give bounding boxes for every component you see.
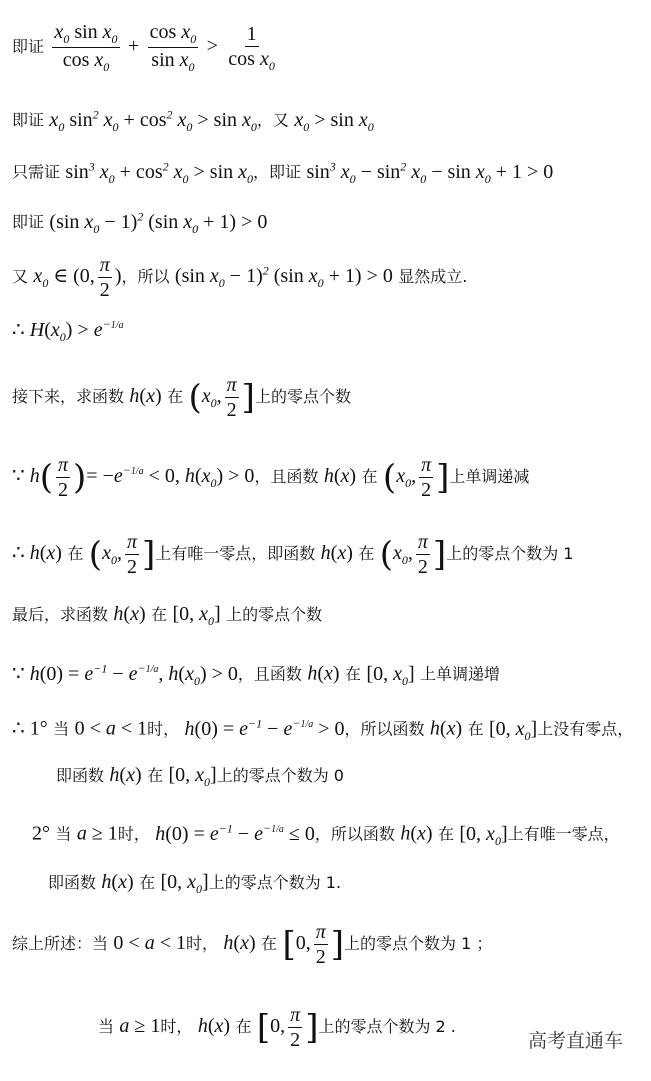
math-line-14: 2° 当 a ≥ 1时， $h(0) = e^{-1} - e^{-1/a} \le 0$，所以函数 h(x) 在 [0, $x_0$]上有唯一零点， <box>32 821 620 848</box>
math-line-12: ∴ 1° 当 0 < a < 1时， $h(0) = e^{-1} - e^{-1/a} > 0$，所以函数 h(x) 在 [0, $x_0$]上没有零点， <box>12 716 634 743</box>
math-line-3: 只需证 $\sin^3 x_0 + \cos^2 x_0 > \sin x_0$，即证 $\sin^3 x_0 - \sin^2 x_0 - \sin x_0 + 1 > 0$ <box>12 159 554 186</box>
math-line-2: 即证 $x_0$ $\sin^2 x_0 + \cos^2 x_0 > \sin x_0$，又 $x_0 > \sin x_0$ <box>12 107 374 134</box>
math-line-8: ∵ h( $\frac{\pi}{2}$ )= $-e^{-1/a} < 0$, $h(x_0) > 0$，且函数 h(x) 在 ($x_0$, $\frac{\pi}{2}$ ]上单调递减 <box>12 454 530 501</box>
math-line-6: ∴ $H(x_0) > e^{-1/a}$ <box>12 317 124 344</box>
math-line-17: 当 a ≥ 1时， h(x) 在 [0, $\frac{\pi}{2}$ ]上的零点个数为 2 . <box>98 1004 456 1051</box>
math-line-10: 最后，求函数 h(x) 在 [0, $x_0$] 上的零点个数 <box>12 603 323 628</box>
math-line-9: ∴ h(x) 在 ($x_0$, $\frac{\pi}{2}$ ]上有唯一零点，即函数 h(x) 在 ($x_0$, $\frac{\pi}{2}$ ]上的零点个数为 1 <box>12 531 574 578</box>
math-line-7: 接下来，求函数 h(x) 在 ($x_0$, $\frac{\pi}{2}$ ]上的零点个数 <box>12 374 351 421</box>
math-line-16: 综上所述：当 0 < a < 1时， h(x) 在 [0, $\frac{\pi}{2}$ ]上的零点个数为 1 ； <box>12 921 493 968</box>
math-line-5: 又 $x_0$ ∈ (0, $\frac{\pi}{2}$ )，所以 (sin $x_0 - 1)^2$ (sin $x_0 + 1) > 0$ 显然成立. <box>12 254 468 301</box>
watermark-text: 高考直通车 <box>527 1030 623 1052</box>
math-line-13: 即函数 h(x) 在 [0, $x_0$]上的零点个数为 0 <box>56 764 344 789</box>
math-line-4: 即证 (sin $x_0 - 1)^2$ (sin $x_0 + 1) > 0$ <box>12 209 268 236</box>
math-line-15: 即函数 h(x) 在 [0, $x_0$]上的零点个数为 1. <box>48 871 342 896</box>
math-line-1: 即证 $\frac{x_0 \sin x_0}{\cos x_0}$ + $\frac{\cos x_0}{\sin x_0}$ > $\frac{1}{\cos x_0}$ <box>12 21 275 74</box>
math-line-11: ∵ $h(0) = e^{-1} - e^{-1/a}$, $h(x_0) > 0$，且函数 h(x) 在 [0, $x_0$] 上单调递增 <box>12 661 501 688</box>
